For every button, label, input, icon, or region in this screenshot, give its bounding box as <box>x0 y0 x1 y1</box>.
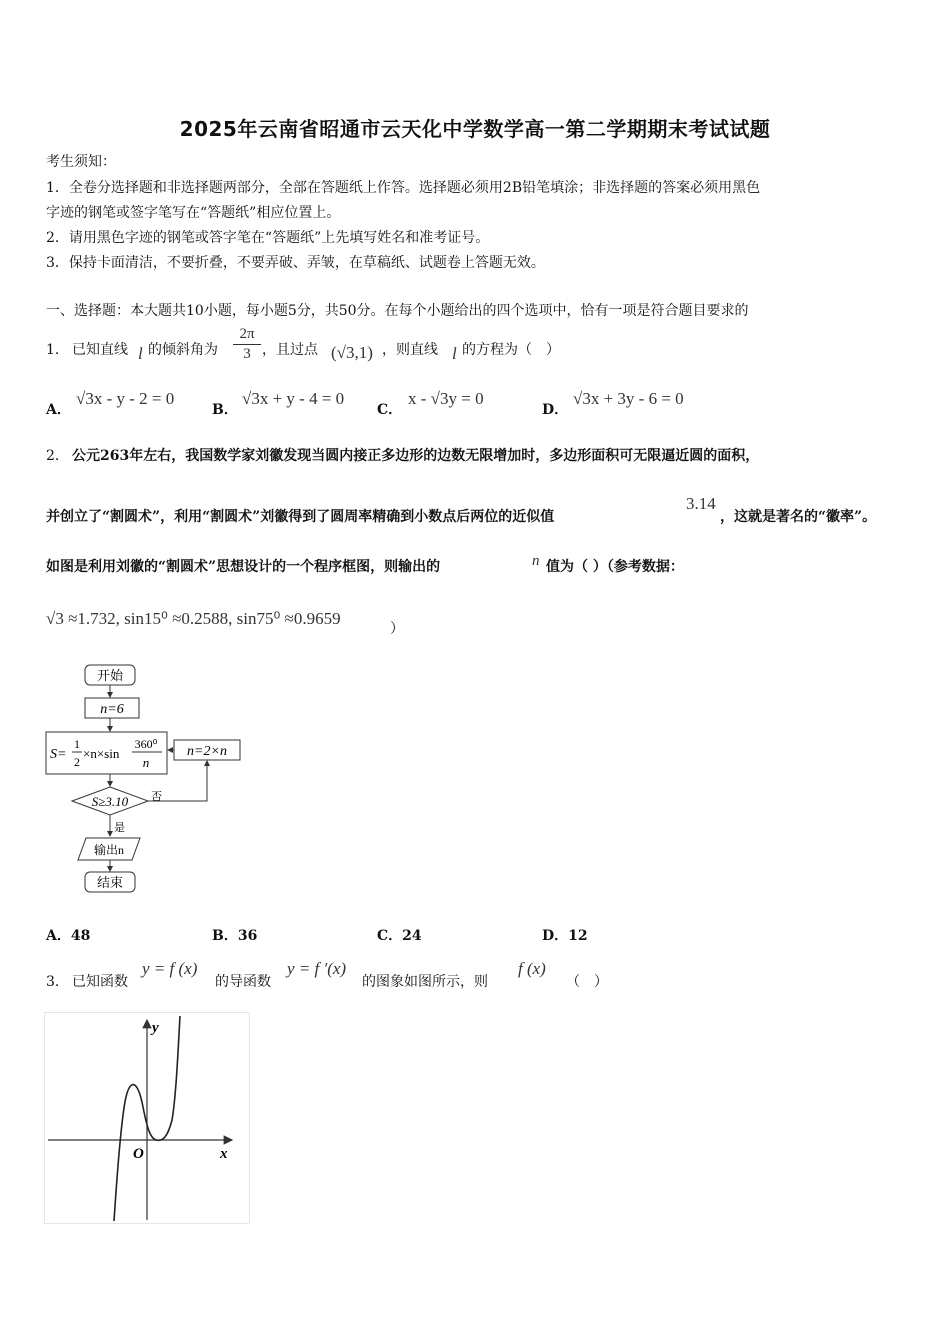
q1-line-l: l <box>138 344 143 363</box>
q1-line-l-2: l <box>452 344 457 363</box>
q1-option-a-label: A． <box>46 402 71 418</box>
flow-update-text: n=2×n <box>187 744 227 759</box>
q1-text-5: 的方程为（ ） <box>462 342 560 358</box>
flow-formula-den: 2 <box>74 755 80 769</box>
q1-option-b-label: B． <box>212 402 238 418</box>
q1-text-2: 的倾斜角为 <box>148 342 218 358</box>
notice-item-1-line-2: 字迹的钢笔或签字笔写在“答题纸”相应位置上。 <box>46 205 341 221</box>
q1-option-c-label: C． <box>377 402 403 418</box>
flow-formula-angle-den: n <box>142 755 150 770</box>
q2-reference-close: ） <box>390 621 404 637</box>
section-heading: 一、选择题：本大题共10小题，每小题5分，共50分。在每个小题给出的四个选项中，恰有一项是符合题目要求的 <box>46 303 749 319</box>
q1-angle-denominator: 3 <box>243 346 251 362</box>
q2-reference-data: √3 ≈1.732, sin15⁰ ≈0.2588, sin75⁰ ≈0.9659 <box>46 609 341 628</box>
flow-formula-angle-num: 360⁰ <box>134 737 158 751</box>
flow-formula-num: 1 <box>74 737 80 751</box>
q1-text-3: ，且过点 <box>262 342 318 358</box>
page-title: 2025年云南省昭通市云天化中学数学高一第二学期期末考试试题 <box>179 117 771 141</box>
q3-number: 3． <box>46 974 69 990</box>
q1-option-b: √3x + y - 4 = 0 <box>242 389 345 408</box>
q1-option-a: √3x - y - 2 = 0 <box>76 389 175 408</box>
q3-text-1: 已知函数 <box>72 974 128 990</box>
q2-n-symbol: n <box>532 553 540 569</box>
flow-formula-left: S= <box>50 747 67 762</box>
q3-text-3: 的图象如图所示，则 <box>362 974 488 990</box>
q2-pi-approx: 3.14 <box>686 494 716 513</box>
q3-text-4: （ ） <box>566 974 608 990</box>
flow-start-text: 开始 <box>96 668 124 683</box>
q1-text-4: ，则直线 <box>382 342 438 358</box>
flow-end-text: 结束 <box>96 875 124 890</box>
notice-item-2: 2．请用黑色字迹的钢笔或答字笔在“答题纸”上先填写姓名和准考证号。 <box>46 230 490 246</box>
flow-yes-label: 是 <box>114 822 125 834</box>
derivative-graph <box>44 1012 250 1224</box>
q1-option-d-label: D． <box>542 402 569 418</box>
notice-item-3: 3．保持卡面清洁，不要折叠，不要弄破、弄皱，在草稿纸、试题卷上答题无效。 <box>46 255 545 271</box>
q3-function-2: f (x) <box>518 959 546 978</box>
q2-option-c: C．24 <box>377 928 422 944</box>
q1-text-1: 已知直线 <box>72 342 128 358</box>
flow-no-label: 否 <box>151 791 162 803</box>
q1-angle-fraction <box>233 326 261 363</box>
origin-label: O <box>133 1146 144 1162</box>
q2-line-2a: 并创立了“割圆术”，利用“割圆术”刘徽得到了圆周率精确到小数点后两位的近似值 <box>46 509 555 525</box>
notice-item-1-line-1: 1．全卷分选择题和非选择题两部分，全部在答题纸上作答。选择题必须用2B铅笔填涂；非选择题的答案必须用黑色 <box>46 180 761 196</box>
x-axis-label: x <box>220 1146 228 1162</box>
flow-output-text: 输出n <box>93 843 125 857</box>
q1-option-d: √3x + 3y - 6 = 0 <box>573 389 684 408</box>
q1-number: 1． <box>46 342 69 358</box>
q2-option-b: B．36 <box>212 928 258 944</box>
q3-derivative: y = f ′(x) <box>287 959 347 978</box>
q2-line-2b: ，这就是著名的“徽率”。 <box>720 509 877 525</box>
flow-init-text: n=6 <box>100 702 124 717</box>
flow-condition-text: S≥3.10 <box>91 794 129 809</box>
q2-line-3b: 值为（ ）（参考数据： <box>546 559 684 575</box>
q1-option-c: x - √3y = 0 <box>408 389 484 408</box>
q2-option-a: A．48 <box>46 928 91 944</box>
q3-text-2: 的导函数 <box>215 974 271 990</box>
flow-formula-mid: ×n×sin <box>83 746 120 761</box>
notice-heading: 考生须知： <box>46 154 116 170</box>
q2-line-1: 公元263年左右，我国数学家刘徽发现当圆内接正多边形的边数无限增加时，多边形面积可无限逼近圆的面积， <box>72 448 760 464</box>
q1-point: (√3,1) <box>331 343 373 362</box>
q2-number: 2． <box>46 448 69 464</box>
y-axis-label: y <box>152 1020 159 1036</box>
flowchart <box>40 660 260 900</box>
q2-option-d: D．12 <box>542 928 588 944</box>
q3-function: y = f (x) <box>142 959 198 978</box>
q2-line-3a: 如图是利用刘徽的“割圆术”思想设计的一个程序框图，则输出的 <box>46 559 441 575</box>
q1-angle-numerator: 2π <box>239 326 255 342</box>
